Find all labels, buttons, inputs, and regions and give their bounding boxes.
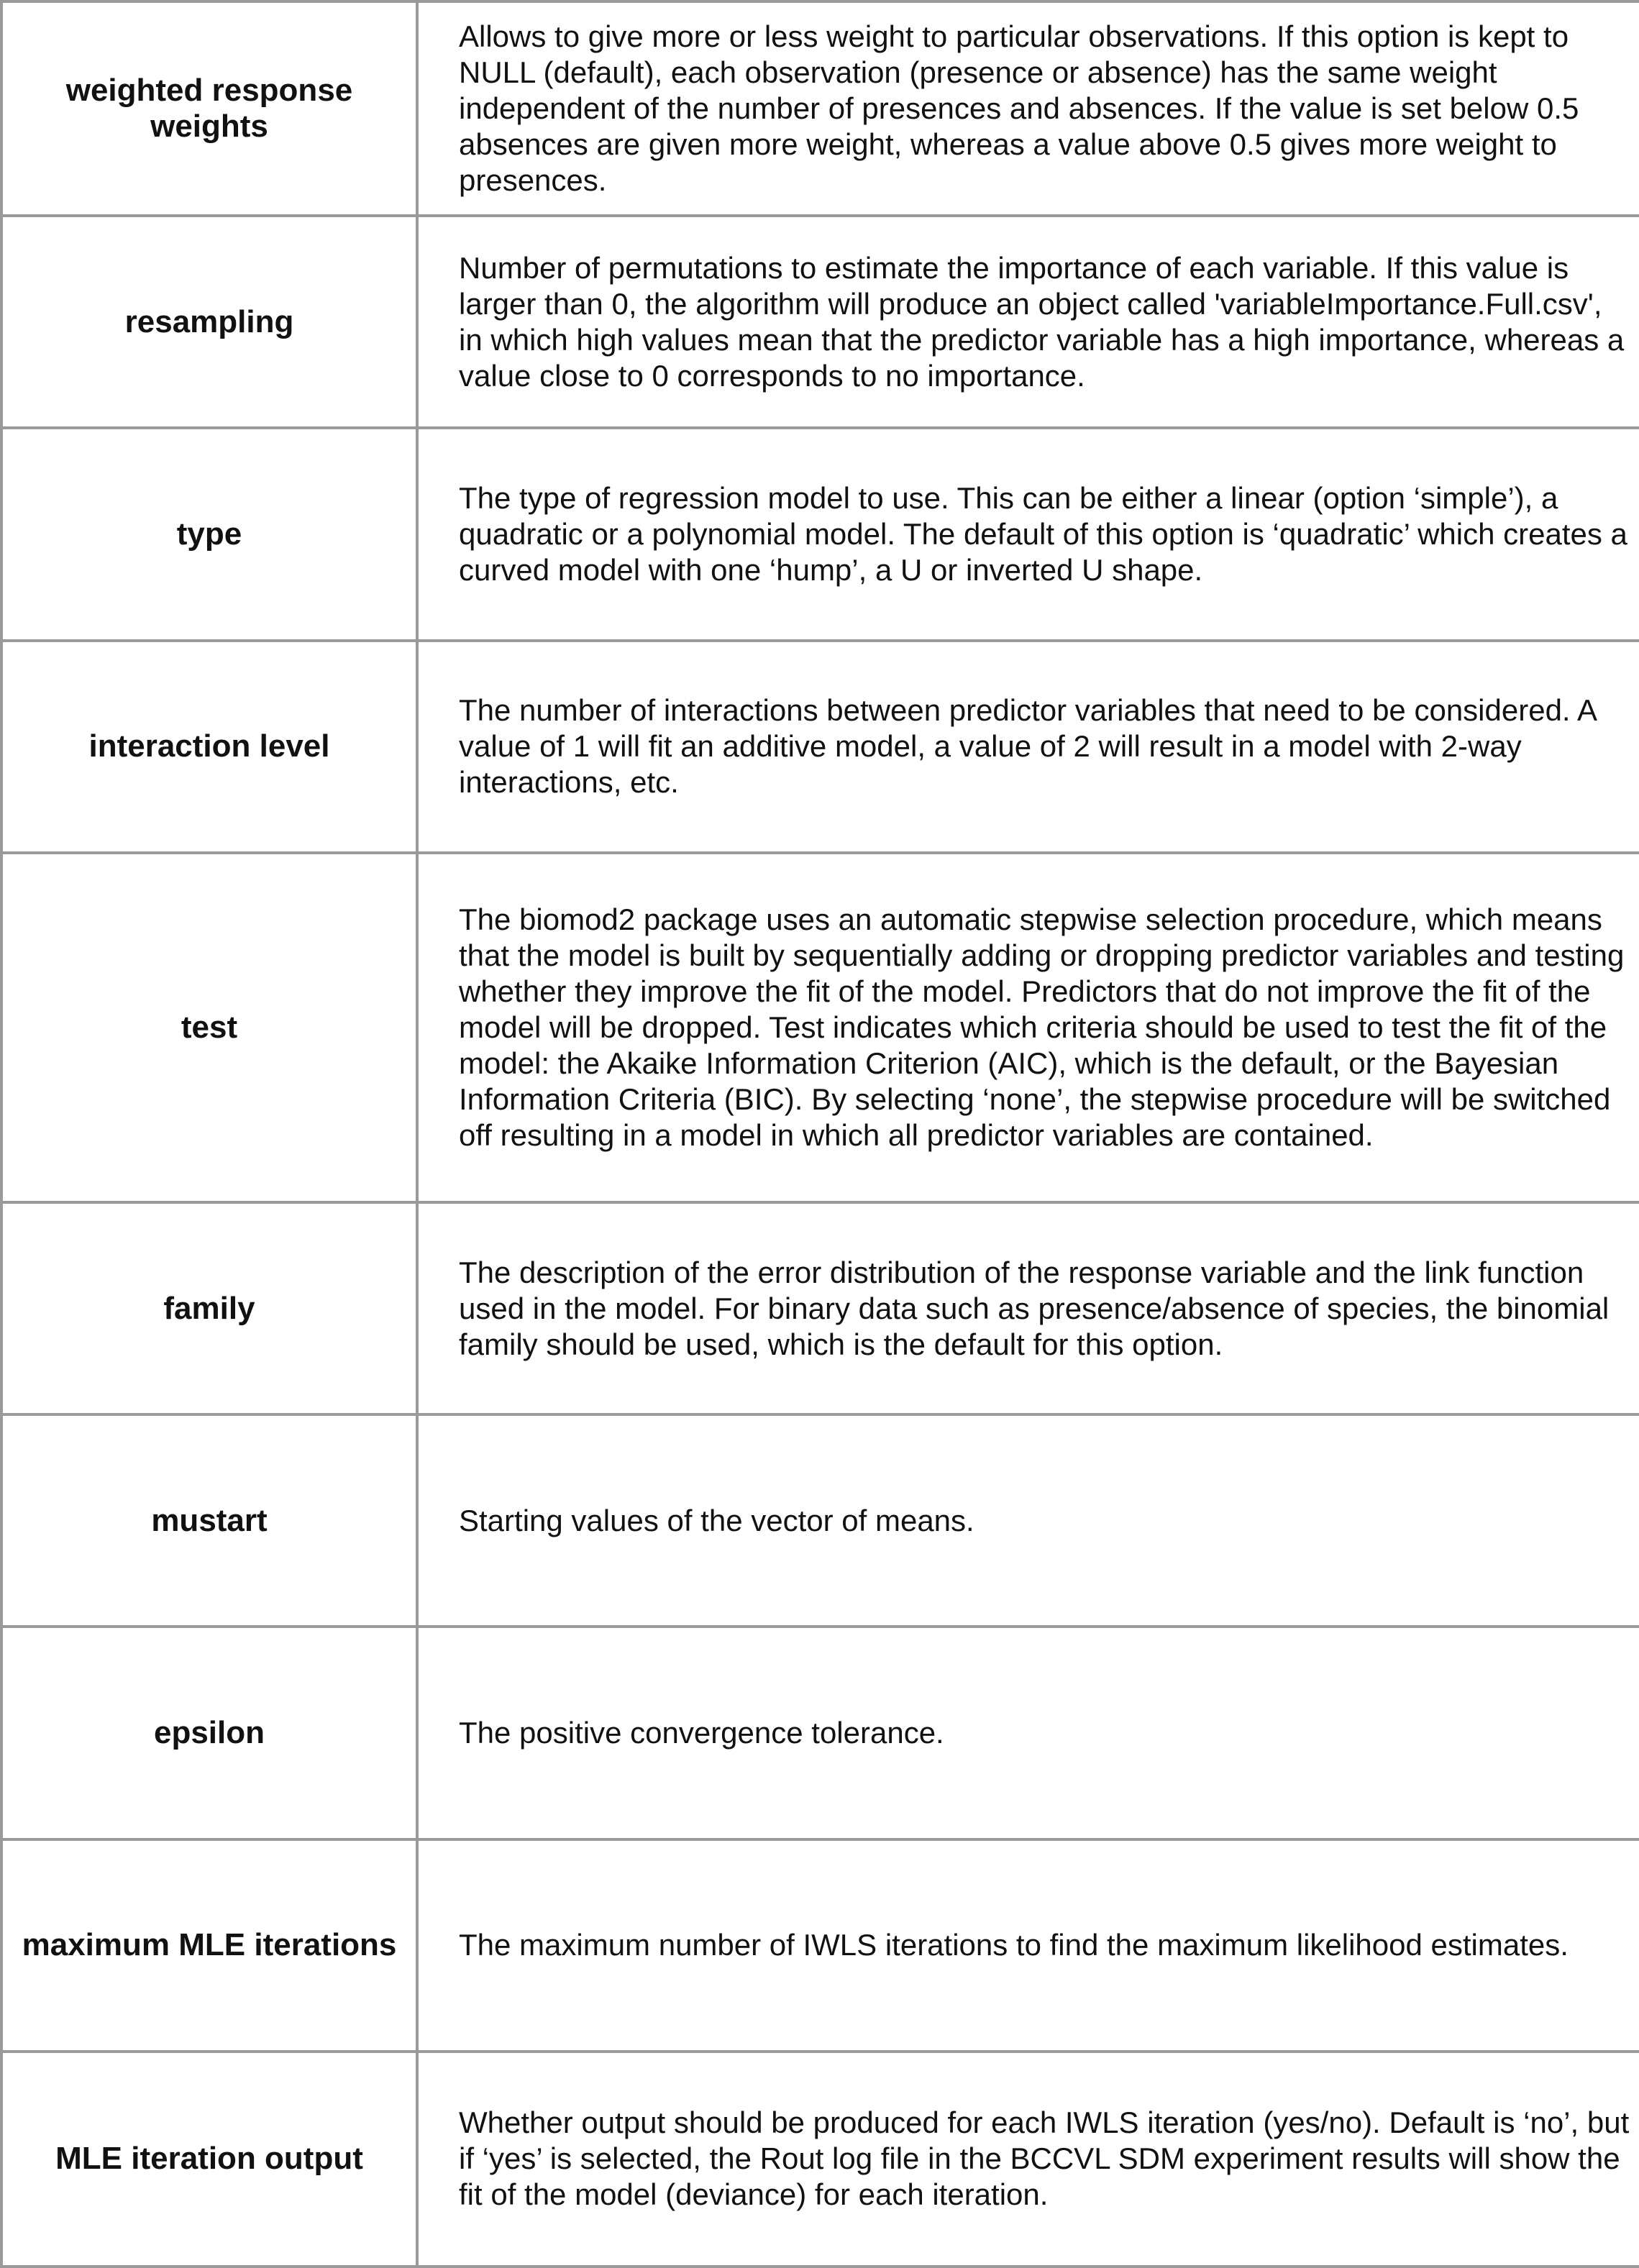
table-row	[1, 641, 1639, 853]
parameter-name-maximum-mle-iterations: maximum MLE iterations	[1, 1839, 417, 2052]
parameter-description: Allows to give more or less weight to particular observations. If this option is kept to NULL (default), each observation (presence or absence) has the same weight independent of the number of presences and absences. If the value is set below 0.5 absences are given more weight, whereas a value above 0.5 gives more weight to presences.	[417, 1, 1639, 216]
table-row	[1, 428, 1639, 640]
parameter-description: The number of interactions between predictor variables that need to be considered. A value of 1 will fit an additive model, a value of 2 will result in a model with 2-way interactions, etc.	[417, 641, 1639, 853]
table-row	[1, 2052, 1639, 2267]
parameter-description: The description of the error distribution of the response variable and the link function used in the model. For binary data such as presence/absence of species, the binomial family should be used, which is the default for this option.	[417, 1202, 1639, 1414]
parameter-description: Starting values of the vector of means.	[417, 1414, 1639, 1627]
parameter-description: Number of permutations to estimate the importance of each variable. If this value is larger than 0, the algorithm will produce an object called 'variableImportance.Full.csv', in which high values mean that the predictor variable has a high importance, whereas a value close to 0 corresponds to no importance.	[417, 216, 1639, 428]
parameter-description: The maximum number of IWLS iterations to find the maximum likelihood estimates.	[417, 1839, 1639, 2052]
parameter-name-mustart: mustart	[1, 1414, 417, 1627]
parameter-name-interaction-level: interaction level	[1, 641, 417, 853]
parameter-description: The positive convergence tolerance.	[417, 1627, 1639, 1839]
parameter-description: The type of regression model to use. This can be either a linear (option ‘simple’), a quadratic or a polynomial model. The default of this option is ‘quadratic’ which creates a curved model with one ‘hump’, a U or inverted U shape.	[417, 428, 1639, 640]
parameter-description: Whether output should be produced for each IWLS iteration (yes/no). Default is ‘no’, but if ‘yes’ is selected, the Rout log file in the BCCVL SDM experiment results will show the fit of the model (deviance) for each iteration.	[417, 2052, 1639, 2267]
parameter-name-test: test	[1, 853, 417, 1202]
parameter-name-epsilon: epsilon	[1, 1627, 417, 1839]
table-row	[1, 216, 1639, 428]
parameter-name-mle-iteration-output: MLE iteration output	[1, 2052, 417, 2267]
parameter-description: The biomod2 package uses an automatic stepwise selection procedure, which means that the model is built by sequentially adding or dropping predictor variables and testing whether they improve the fit of the model. Predictors that do not improve the fit of the model will be dropped. Test indicates which criteria should be used to test the fit of the model: the Akaike Information Criterion (AIC), which is the default, or the Bayesian Information Criteria (BIC). By selecting ‘none’, the stepwise procedure will be switched off resulting in a model in which all predictor variables are contained.	[417, 853, 1639, 1202]
table-row	[1, 1414, 1639, 1627]
table-row	[1, 853, 1639, 1202]
table-row	[1, 1627, 1639, 1839]
parameter-name-weighted-response-weights: weighted response weights	[1, 1, 417, 216]
parameter-name-type: type	[1, 428, 417, 640]
table-row	[1, 1839, 1639, 2052]
parameter-name-resampling: resampling	[1, 216, 417, 428]
table-row	[1, 1, 1639, 216]
table-row	[1, 1202, 1639, 1414]
parameter-name-family: family	[1, 1202, 417, 1414]
